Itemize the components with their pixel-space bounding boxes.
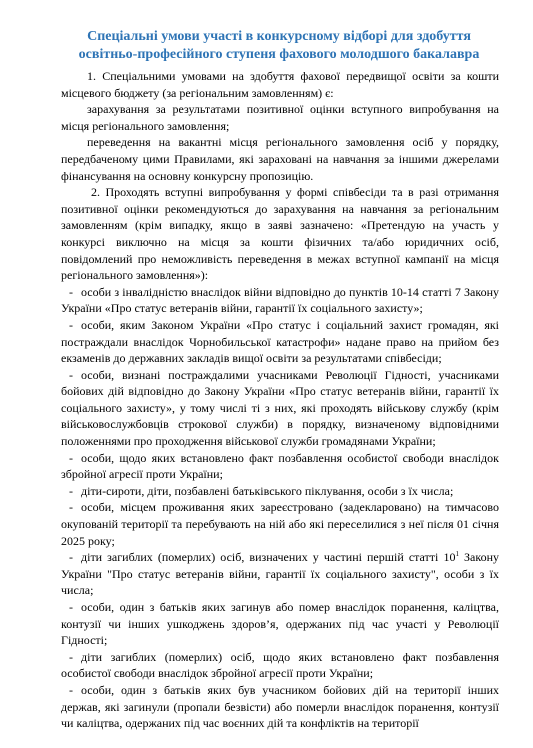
list-dash: - bbox=[69, 367, 73, 382]
list-item-text: особи, щодо яких встановлено факт позбавлення особистої свободи внаслідок збройної агресії проти України; bbox=[61, 450, 499, 482]
list-item bbox=[61, 682, 499, 732]
list-item-text: особи, визнані постраждалими учасниками Революції Гідності, учасниками бойових дій відповідно до Закону України «Про статус ветеранів війни, гарантії їх соціального захисту», у тому числі ті з них, які проходять військову службу (крім військовослужбовців строкової служби) в порядку, визначеному відповідними положеннями про проходження військової служби громадянами України; bbox=[61, 367, 499, 449]
document-body bbox=[61, 68, 499, 732]
list-dash: - bbox=[69, 317, 73, 332]
list-item-text-cont: Закону України "Про статус ветеранів війни, гарантії їх соціального захисту", особи з їх числа; bbox=[61, 550, 499, 598]
list-dash: - bbox=[69, 483, 73, 498]
list-item-text: особи, місцем проживання яких зареєстровано (задекларовано) на тимчасово окупованій території та перебувають на ній або які переселилися з неї після 01 січня 2025 року; bbox=[61, 500, 499, 548]
paragraph-1: 1. Спеціальними умовами на здобуття фахової передвищої освіти за кошти місцевого бюджету (за регіональним замовленням) є: bbox=[61, 69, 499, 100]
list-dash: - bbox=[69, 284, 73, 299]
list-item bbox=[61, 450, 499, 483]
list-item-text: особи, один з батьків яких був учасником бойових дій на території інших держав, які загинули (пропали безвісти) або померли внаслідок поранення, контузії чи каліцтва, одержаних під час воєнних дій та конфліктів на території bbox=[61, 682, 499, 731]
list-item-text: діти-сироти, діти, позбавлені батьківського піклування, особи з їх числа; bbox=[81, 483, 454, 498]
list-item bbox=[61, 649, 499, 682]
list-item bbox=[61, 483, 499, 500]
list-dash: - bbox=[69, 649, 73, 664]
title-line-2: освітньо-професійного ступеня фахового молодшого бакалавра bbox=[78, 47, 480, 62]
superscript: 1 bbox=[455, 550, 459, 559]
list-dash: - bbox=[69, 600, 73, 614]
list-item-text: діти загиблих (померлих) осіб, визначених у частині першій статті 10 bbox=[81, 550, 456, 565]
list-dash: - bbox=[69, 500, 73, 515]
list-item bbox=[61, 599, 499, 649]
list-item bbox=[61, 317, 499, 367]
list-item-text: діти загиблих (померлих) осіб, щодо яких встановлено факт позбавлення особистої свободи внаслідок збройної агресії проти України; bbox=[61, 649, 499, 681]
list-dash: - bbox=[69, 550, 73, 565]
paragraph-1a: зарахування за результатами позитивної оцінки вступного випробування на місця регіонального замовлення; bbox=[61, 102, 499, 133]
title-line-1: Спеціальні умови участі в конкурсному відборі для здобуття bbox=[87, 29, 471, 44]
list-dash: - bbox=[69, 450, 73, 465]
list-dash: - bbox=[69, 682, 73, 697]
list-item-text: особи з інвалідністю внаслідок війни відповідно до пунктів 10-14 статті 7 Закону України «Про статус ветеранів війни, гарантії їх соціального захисту»; bbox=[61, 284, 499, 316]
list-item bbox=[61, 499, 499, 549]
list-item bbox=[61, 549, 499, 599]
list-item-text: особи, один з батьків яких загинув або помер внаслідок поранення, каліцтва, контузії чи інших ушкоджень здоров’я, одержаних під час участі у Революції Гідності; bbox=[61, 600, 499, 648]
paragraph-2: 2. Проходять вступні випробування у формі співбесіди та в разі отримання позитивної оцінки рекомендуються до зарахування на навчання за регіональним замовленням (крім випадку, якщо в заяві зазначено: «Претендую на участь у конкурсі виключно на місця за кошти фізичних та/або юридичних осіб, повідомлений про неможливість переведення в межах вступної кампанії на місця регіонального замовлення»): bbox=[61, 185, 499, 283]
list-item bbox=[61, 284, 499, 317]
list-item bbox=[61, 367, 499, 450]
document-title bbox=[55, 28, 503, 64]
paragraph-1b: переведення на вакантні місця регіонального замовлення осіб у порядку, передбаченому цими Правилами, які зараховані на навчання за іншими джерелами фінансування на основну конкурсну пропозицію. bbox=[61, 135, 499, 183]
list-item-text: особи, яким Законом України «Про статус і соціальний захист громадян, які постраждали внаслідок Чорнобильської катастрофи» надане право на прийом без екзаменів до державних закладів вищої освіти за результатами співбесіди; bbox=[61, 317, 499, 366]
